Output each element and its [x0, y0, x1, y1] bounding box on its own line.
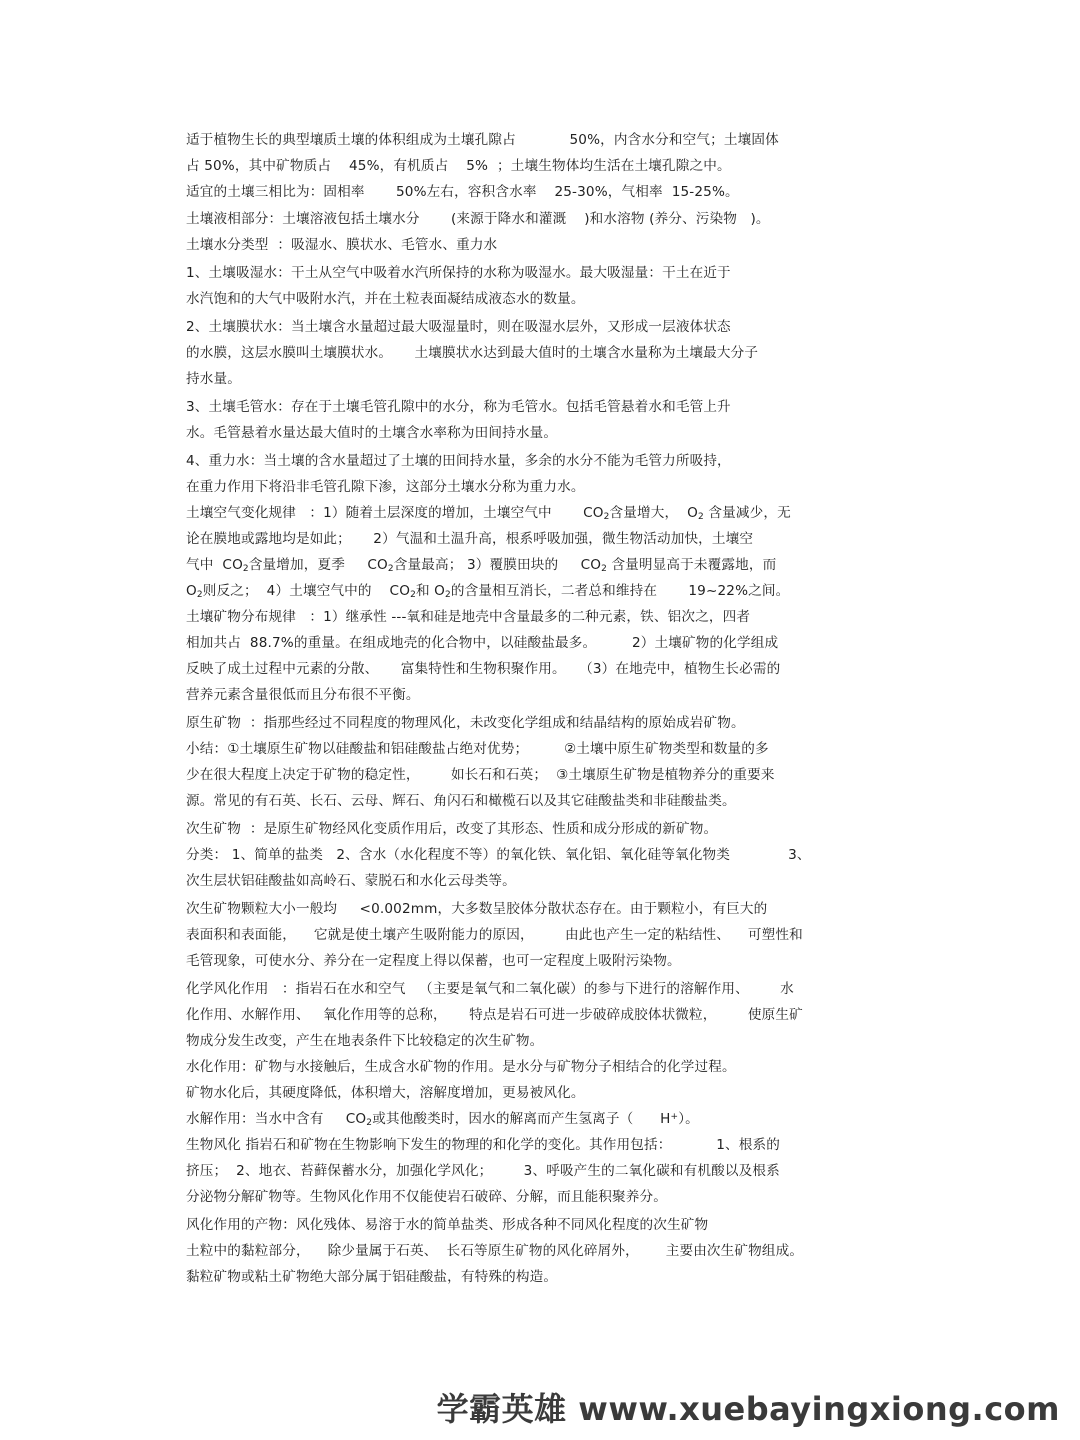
- text-line: [186, 344, 758, 362]
- text-line: [186, 504, 791, 522]
- text-line: [186, 686, 420, 704]
- text-segment: 或其他酸类时，因水的解离而产生氢离子（ H: [372, 1111, 671, 1127]
- subscript: 2: [603, 512, 610, 522]
- text-line: [186, 740, 769, 758]
- text-line: [186, 530, 753, 548]
- subscript: 2: [601, 564, 607, 574]
- text-segment: 源。常见的有石英、长石、云母、辉石、角闪石和橄榄石以及其它硅酸盐类和非硅酸盐类。: [186, 793, 736, 809]
- text-segment: 土壤水分类型 ：吸湿水、膜状水、毛管水、重力水: [186, 237, 498, 253]
- text-line: [186, 1006, 803, 1024]
- text-segment: 次生矿物 ：是原生矿物经风化变质作用后，改变了其形态、性质和成分形成的新矿物。: [186, 821, 718, 837]
- text-line: [186, 318, 731, 336]
- text-line: [186, 792, 736, 810]
- text-line: [186, 926, 803, 944]
- text-line: [186, 634, 778, 652]
- text-line: [186, 290, 585, 308]
- text-segment: 矿物水化后，其硬度降低，体积增大，溶解度增加，更易被风化。: [186, 1085, 585, 1101]
- text-line: [186, 1242, 803, 1260]
- text-segment: 含量增加，夏季 CO: [248, 557, 388, 573]
- text-line: [186, 846, 811, 864]
- text-segment: 含量减少，无: [703, 505, 791, 521]
- text-line: [186, 1216, 708, 1234]
- text-segment: 少在很大程度上决定于矿物的稳定性， 如长石和石英； ③土壤原生矿物是植物养分的重要来: [186, 767, 775, 783]
- text-segment: 生物风化 指岩石和矿物在生物影响下发生的物理的和化学的变化。其作用包括： 1、根系的: [186, 1137, 780, 1153]
- text-segment: 化学风化作用 ：指岩石在水和空气 （主要是氧气和二氧化碳）的参与下进行的溶解作用、 水: [186, 981, 794, 997]
- text-segment: 营养元素含量很低而且分布很不平衡。: [186, 687, 420, 703]
- text-line: [186, 157, 731, 175]
- subscript: 2: [366, 1118, 373, 1128]
- text-line: [186, 452, 731, 470]
- text-segment: 在重力作用下将沿非毛管孔隙下渗，这部分土壤水分称为重力水。: [186, 479, 585, 495]
- text-line: [186, 478, 585, 496]
- text-line: [186, 236, 497, 254]
- text-segment: 3、土壤毛管水：存在于土壤毛管孔隙中的水分，称为毛管水。包括毛管悬着水和毛管上升: [186, 399, 731, 415]
- text-line: [186, 952, 681, 970]
- text-segment: 分泌物分解矿物等。生物风化作用不仅能使岩石破碎、分解，而且能积聚养分。: [186, 1189, 668, 1205]
- text-segment: 适于植物生长的典型壤质土壤的体积组成为土壤孔隙占 50%，内含水分和空气；土壤固体: [186, 132, 779, 148]
- text-line: [186, 1084, 585, 1102]
- text-segment: 黏粒矿物或粘土矿物绝大部分属于铝硅酸盐，有特殊的构造。: [186, 1269, 558, 1285]
- text-segment: 水解作用：当水中含有 CO: [186, 1111, 367, 1127]
- text-segment: 水化作用：矿物与水接触后，生成含水矿物的作用。是水分与矿物分子相结合的化学过程。: [186, 1059, 736, 1075]
- text-segment: 毛管现象，可使水分、养分在一定程度上得以保蓄，也可一定程度上吸附污染物。: [186, 953, 681, 969]
- text-segment: 土壤矿物分布规律 ：1）继承性 ---氧和硅是地壳中含量最多的二种元素，铁、铝次之，四者: [186, 609, 751, 625]
- text-line: [186, 398, 731, 416]
- text-segment: 含量增大， O: [609, 505, 698, 521]
- text-segment: 4、重力水：当土壤的含水量超过了土壤的田间持水量，多余的水分不能为毛管力所吸持，: [186, 453, 731, 469]
- text-segment: O: [186, 583, 197, 599]
- text-segment: 占 50%，其中矿物质占 45%，有机质占 5% ；土壤生物体均生活在土壤孔隙之中。: [186, 158, 731, 174]
- text-line: [186, 1162, 780, 1180]
- text-line: [186, 872, 516, 890]
- subscript: 2: [387, 564, 394, 574]
- text-line: [186, 980, 794, 998]
- text-segment: 2、土壤膜状水：当土壤含水量超过最大吸湿量时，则在吸湿水层外，又形成一层液体状态: [186, 319, 731, 335]
- text-segment: 反映了成土过程中元素的分散、 富集特性和生物积聚作用。 （3）在地壳中，植物生长必需的: [186, 661, 781, 677]
- text-line: [186, 608, 750, 626]
- text-line: [186, 131, 779, 149]
- text-segment: 论在膜地或露地均是如此； 2）气温和土温升高，根系呼吸加强，微生物活动加快，土壤空: [186, 531, 754, 547]
- text-line: [186, 766, 775, 784]
- text-segment: 气中 CO: [186, 557, 243, 573]
- subscript: 2: [196, 590, 203, 600]
- text-segment: 小结：①土壤原生矿物以硅酸盐和铝硅酸盐占绝对优势； ②土壤中原生矿物类型和数量的多: [186, 741, 769, 757]
- text-segment: 则反之； 4）土壤空气中的 CO: [202, 583, 411, 599]
- text-segment: 水。毛管悬着水量达最大值时的土壤含水率称为田间持水量。: [186, 425, 558, 441]
- text-segment: ）。: [678, 1111, 699, 1127]
- text-segment: 土壤空气变化规律 ：1）随着土层深度的增加，土壤空气中 CO: [186, 505, 604, 521]
- text-line: [186, 900, 767, 918]
- text-segment: 化作用、水解作用、 氧化作用等的总称， 特点是岩石可进一步破碎成胶体状微粒， 使原生矿: [186, 1007, 803, 1023]
- text-line: [186, 1268, 557, 1286]
- text-segment: 适宜的土壤三相比为：固相率 50%左右，容积含水率 25-30%，气相率 15-25%。: [186, 184, 739, 200]
- text-line: [186, 264, 731, 282]
- text-line: [186, 370, 241, 388]
- text-segment: 的水膜，这层水膜叫土壤膜状水。 土壤膜状水达到最大值时的土壤含水量称为土壤最大分子: [186, 345, 759, 361]
- text-segment: 次生矿物颗粒大小一般均 <0.002mm，大多数呈胶体分散状态存在。由于颗粒小，有巨大的: [186, 901, 768, 917]
- subscript: 2: [410, 590, 416, 600]
- superscript: +: [670, 1112, 679, 1122]
- text-line: [186, 582, 789, 600]
- text-line: [186, 660, 780, 678]
- watermark: 学霸英雄 www.xuebayingxiong.com: [436, 1390, 1060, 1428]
- text-segment: 挤压； 2、地衣、苔藓保蓄水分，加强化学风化； 3、呼吸产生的二氧化碳和有机酸以及根系: [186, 1163, 780, 1179]
- text-segment: 1、土壤吸湿水：干土从空气中吸着水汽所保持的水称为吸湿水。最大吸湿量：干土在近于: [186, 265, 731, 281]
- subscript: 2: [242, 564, 249, 574]
- text-line: [186, 820, 717, 838]
- text-segment: 物成分发生改变，产生在地表条件下比较稳定的次生矿物。: [186, 1033, 544, 1049]
- text-line: [186, 1058, 736, 1076]
- text-segment: 原生矿物 ：指那些经过不同程度的物理风化，未改变化学组成和结晶结构的原始成岩矿物。: [186, 715, 745, 731]
- text-line: [186, 210, 770, 228]
- text-segment: 土壤液相部分：土壤溶液包括土壤水分 (来源于降水和灌溉 )和水溶物 (养分、污染物 )。: [186, 211, 770, 227]
- text-segment: 含量明显高于未覆露地，而: [606, 557, 777, 573]
- text-line: [186, 424, 557, 442]
- text-line: [186, 556, 776, 574]
- text-line: [186, 183, 739, 201]
- text-segment: 的含量相互消长，二者总和维持在 19~22%之间。: [450, 583, 790, 599]
- subscript: 2: [445, 590, 451, 600]
- text-line: [186, 714, 745, 732]
- text-line: [186, 1032, 543, 1050]
- text-segment: 次生层状铝硅酸盐如高岭石、蒙脱石和水化云母类等。: [186, 873, 516, 889]
- text-segment: 含量最高； 3）覆膜田块的 CO: [393, 557, 602, 573]
- text-line: [186, 1188, 667, 1206]
- text-segment: 分类： 1、简单的盐类 2、含水（水化程度不等）的氧化铁、氧化铝、氧化硅等氧化物类 3、: [186, 847, 811, 863]
- text-segment: 风化作用的产物：风化残体、易溶于水的简单盐类、形成各种不同风化程度的次生矿物: [186, 1217, 709, 1233]
- text-segment: 相加共占 88.7%的重量。在组成地壳的化合物中，以硅酸盐最多。 2）土壤矿物的化学组成: [186, 635, 779, 651]
- text-segment: 水汽饱和的大气中吸附水汽，并在土粒表面凝结成液态水的数量。: [186, 291, 585, 307]
- text-segment: 土粒中的黏粒部分， 除少量属于石英、 长石等原生矿物的风化碎屑外， 主要由次生矿物组成。: [186, 1243, 804, 1259]
- text-line: [186, 1136, 780, 1154]
- text-segment: 和 O: [415, 583, 446, 599]
- text-segment: 持水量。: [186, 371, 241, 387]
- text-line: [186, 1110, 699, 1128]
- text-segment: 表面积和表面能， 它就是使土壤产生吸附能力的原因， 由此也产生一定的粘结性、 可塑性和: [186, 927, 803, 943]
- subscript: 2: [698, 512, 704, 522]
